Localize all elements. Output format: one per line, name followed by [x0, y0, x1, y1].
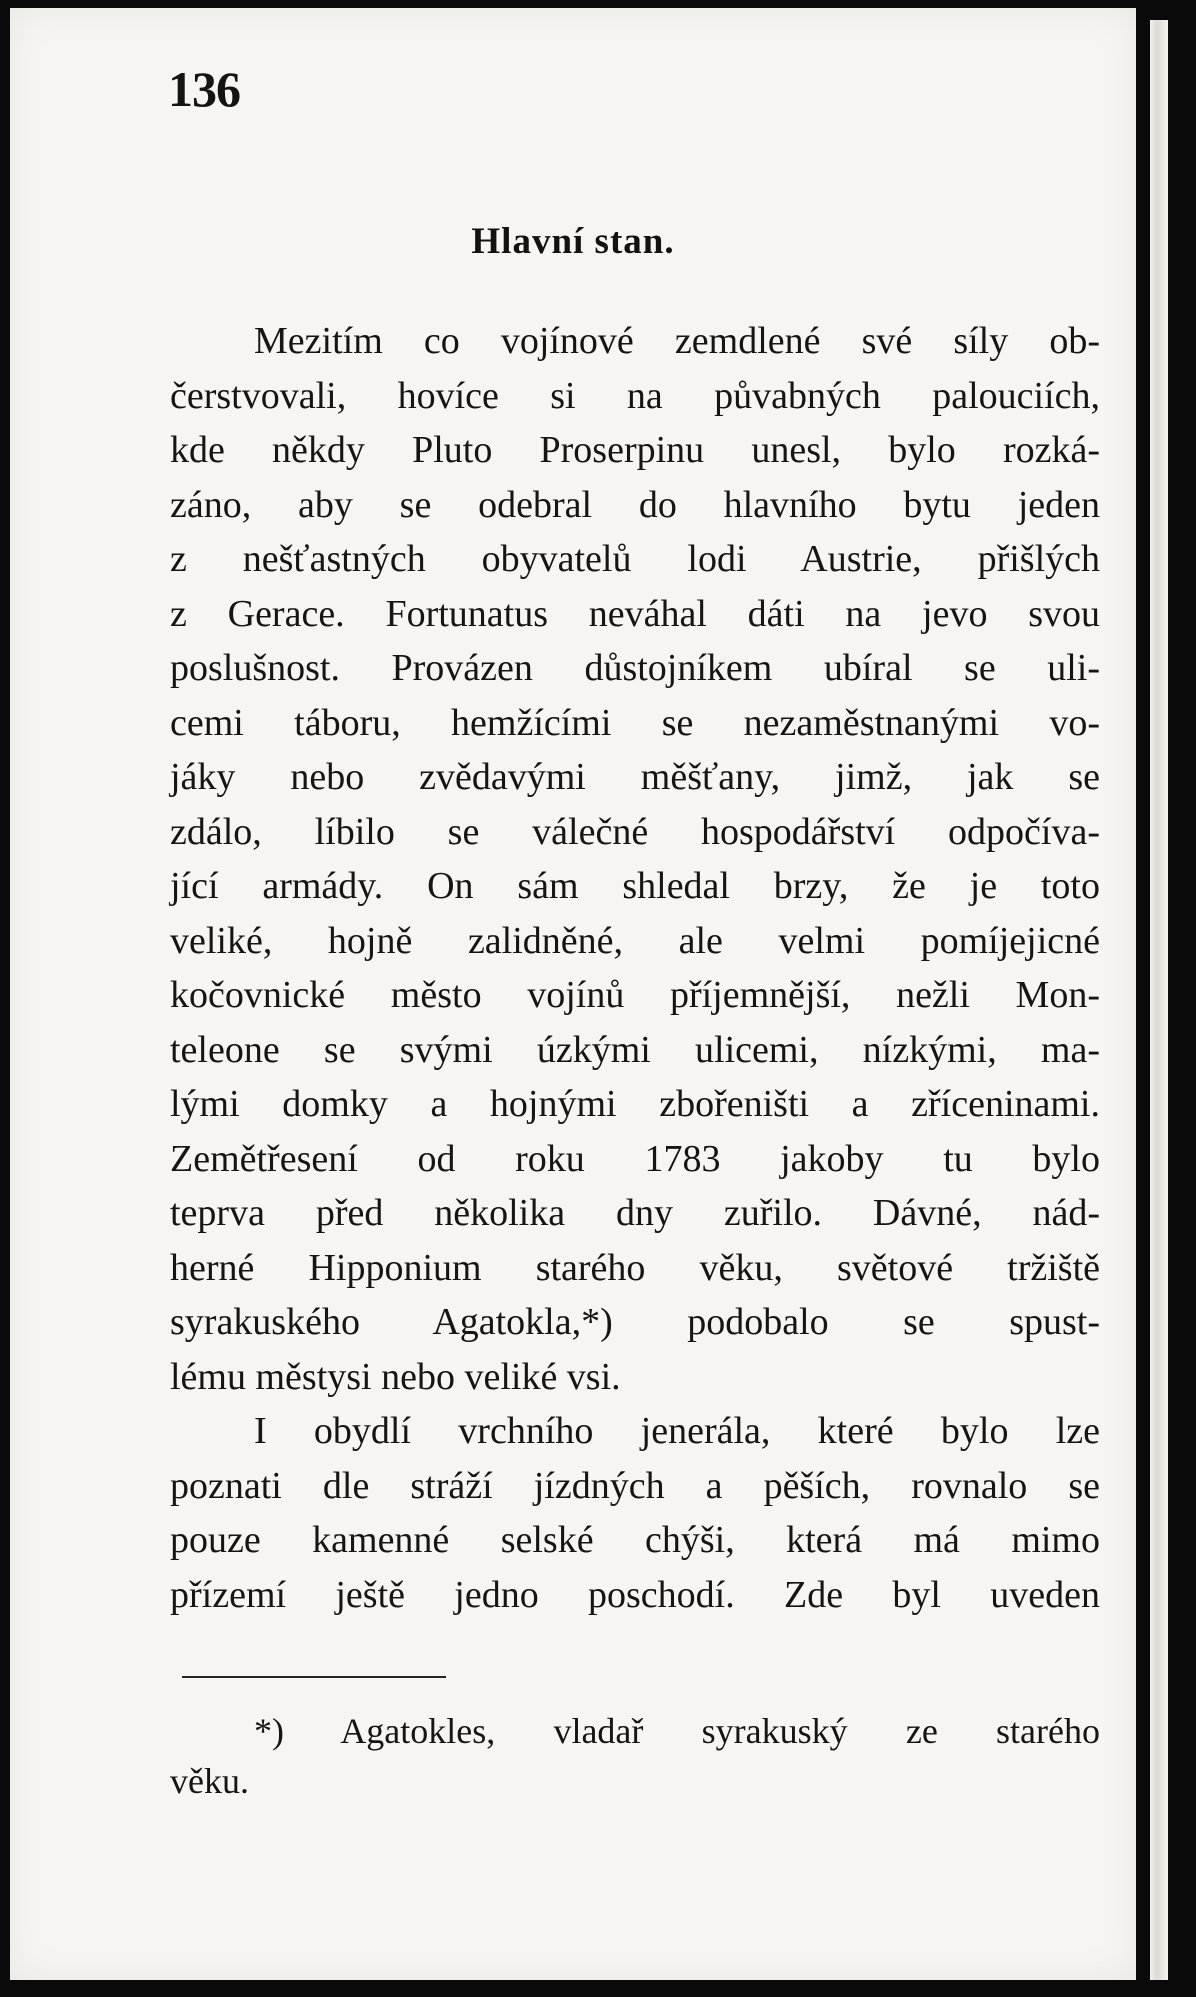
text-line: kočovnické město vojínů příjemnější, nežli Mon- — [170, 974, 1100, 1016]
text-line: jáky nebo zvědavými měšťany, jimž, jak se — [170, 756, 1100, 798]
text-line: poslušnost. Provázen důstojníkem ubíral se uli- — [170, 647, 1100, 689]
text-line: Zemětřesení od roku 1783 jakoby tu bylo — [170, 1137, 1100, 1180]
text-line: teprva před několika dny zuřilo. Dávné, nád- — [170, 1192, 1100, 1234]
text-line: veliké, hojně zalidněné, ale velmi pomíjejicné — [170, 919, 1100, 962]
text-line: poznati dle stráží jízdných a pěších, rovnalo se — [170, 1464, 1100, 1507]
page-edge — [1150, 20, 1168, 1980]
text-line: herné Hipponium starého věku, světové tržiště — [170, 1246, 1100, 1289]
text-line: lými domky a hojnými zbořeništi a zříceninami. — [170, 1083, 1100, 1125]
text-line: pouze kamenné selské chýši, která má mimo — [170, 1519, 1100, 1561]
book-page — [10, 8, 1136, 1980]
footnote-line: věku. — [170, 1761, 249, 1801]
text-line: teleone se svými úzkými ulicemi, nízkými, ma- — [170, 1028, 1100, 1071]
text-line: přízemí ještě jedno poschodí. Zde byl uveden — [170, 1573, 1100, 1616]
text-line: čerstvovali, hovíce si na půvabných palouciích, — [170, 374, 1100, 417]
text-line: z Gerace. Fortunatus neváhal dáti na jevo svou — [170, 592, 1100, 635]
text-line: záno, aby se odebral do hlavního bytu jeden — [170, 483, 1100, 526]
body-text — [170, 314, 1100, 1622]
text-line: zdálo, líbilo se válečné hospodářství odpočíva- — [170, 810, 1100, 853]
text-line: z nešťastných obyvatelů lodi Austrie, přišlých — [170, 538, 1100, 580]
text-line: lému městysi nebo veliké vsi. — [170, 1355, 621, 1398]
footnote-divider — [182, 1676, 446, 1678]
chapter-heading: Hlavní stan. — [471, 221, 675, 262]
paragraph-1 — [170, 314, 1100, 1404]
text-line: syrakuského Agatokla,*) podobalo se spust- — [170, 1301, 1100, 1343]
paragraph-2 — [170, 1404, 1100, 1622]
text-line: Mezitím co vojínové zemdlené své síly ob- — [254, 320, 1100, 362]
text-line: cemi táboru, hemžícími se nezaměstnanými vo- — [170, 701, 1100, 744]
footnote-line: *) Agatokles, vladař syrakuský ze starého — [254, 1711, 1100, 1751]
page-number: 136 — [168, 61, 240, 117]
text-line: I obydlí vrchního jenerála, které bylo lze — [254, 1410, 1100, 1452]
text-line: jící armády. On sám shledal brzy, že je toto — [170, 865, 1100, 907]
text-line: kde někdy Pluto Proserpinu unesl, bylo rozká- — [170, 429, 1100, 471]
footnote — [170, 1706, 1100, 1806]
